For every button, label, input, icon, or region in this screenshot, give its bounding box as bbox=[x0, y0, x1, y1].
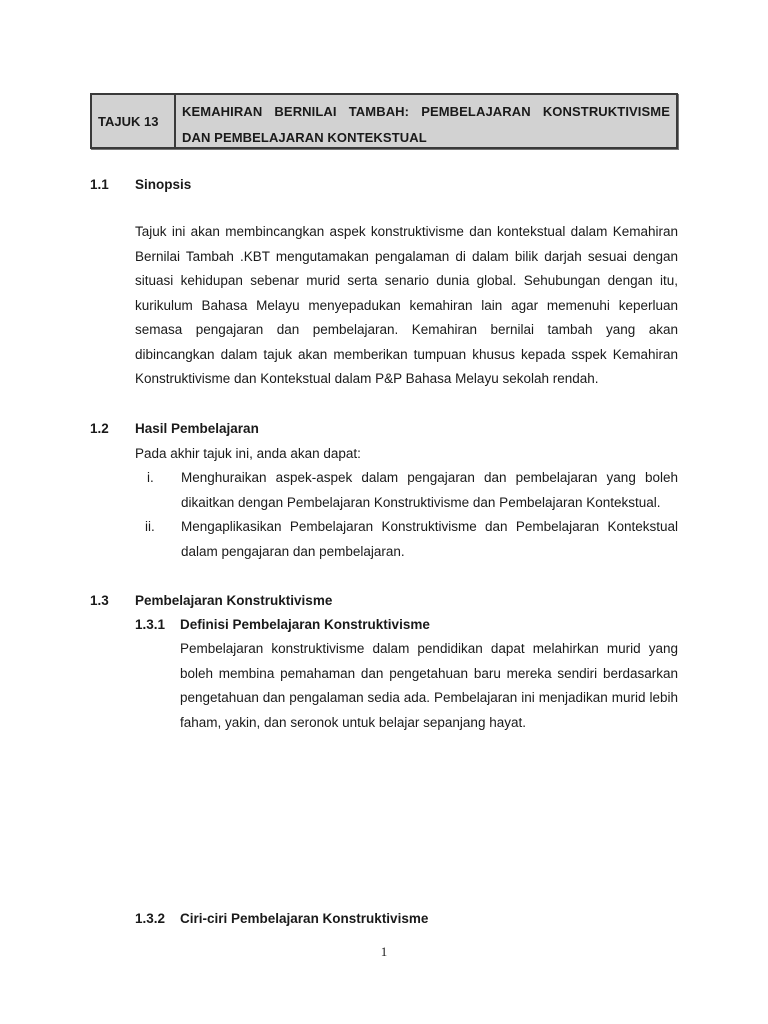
list-item-text: Mengaplikasikan Pembelajaran Konstruktivisme dan Pembelajaran Kontekstual dalam pengajaran dan pembelajaran. bbox=[181, 519, 678, 559]
section-title: Sinopsis bbox=[135, 177, 192, 192]
learning-outcome-item bbox=[147, 466, 687, 516]
list-item-text: Menghuraikan aspek-aspek dalam pengajaran dan pembelajaran yang boleh dikaitkan dengan Pembelajaran Konstruktivisme dan Pembelajaran Kontekstual. bbox=[181, 470, 678, 510]
section-number: 1.3 bbox=[90, 593, 109, 608]
section-title: Pembelajaran Konstruktivisme bbox=[135, 593, 333, 608]
list-marker: ii. bbox=[145, 519, 155, 534]
topic-title-cell bbox=[176, 95, 676, 147]
subsection-number: 1.3.1 bbox=[135, 617, 166, 632]
section-heading-hasil-pembelajaran bbox=[90, 421, 690, 437]
subsection-number: 1.3.2 bbox=[135, 911, 166, 926]
subsection-title: Ciri-ciri Pembelajaran Konstruktivisme bbox=[180, 911, 429, 926]
topic-number-cell: TAJUK 13 bbox=[92, 95, 176, 147]
topic-header-box bbox=[90, 93, 678, 149]
section-number: 1.2 bbox=[90, 421, 109, 436]
section-number: 1.1 bbox=[90, 177, 109, 192]
subsection-heading-ciri-ciri bbox=[135, 911, 685, 927]
learning-outcome-item bbox=[145, 515, 685, 565]
section-heading-sinopsis bbox=[90, 177, 690, 193]
learning-outcomes-intro: Pada akhir tajuk ini, anda akan dapat: bbox=[135, 446, 361, 461]
subsection-title: Definisi Pembelajaran Konstruktivisme bbox=[180, 617, 430, 632]
sinopsis-paragraph: Tajuk ini akan membincangkan aspek konstruktivisme dan kontekstual dalam Kemahiran Bernilai Tambah .KBT mengutamakan pengalaman di dalam bilik darjah sesuai dengan situasi kehidupan sebenar murid serta senario dunia global. Sehubungan dengan itu, kurikulum Bahasa Melayu menyepadukan kemahiran lain agar memenuhi keperluan semasa pengajaran dan pembelajaran. Kemahiran bernilai tambah yang akan dibincangkan dalam tajuk akan memberikan tumpuan khusus kepada sspek Kemahiran Konstruktivisme dan Kontekstual dalam P&P Bahasa Melayu sekolah rendah. bbox=[135, 224, 678, 386]
topic-title-line1: KEMAHIRAN BERNILAI TAMBAH: PEMBELAJARAN KONSTRUKTIVISME bbox=[182, 104, 670, 119]
definisi-paragraph: Pembelajaran konstruktivisme dalam pendidikan dapat melahirkan murid yang boleh membina pemahaman dan pengetahuan baru mereka sendiri berdasarkan pengetahuan dan pengalaman sedia ada. Pembelajaran ini menjadikan murid lebih faham, yakin, dan seronok untuk belajar sepanjang hayat. bbox=[180, 641, 678, 730]
list-marker: i. bbox=[147, 470, 154, 485]
subsection-heading-definisi bbox=[135, 617, 685, 633]
section-heading-pembelajaran-konstruktivisme bbox=[90, 593, 690, 609]
page-number: 1 bbox=[380, 944, 388, 959]
section-title: Hasil Pembelajaran bbox=[135, 421, 259, 436]
topic-title-line2: DAN PEMBELAJARAN KONTEKSTUAL bbox=[182, 130, 427, 145]
